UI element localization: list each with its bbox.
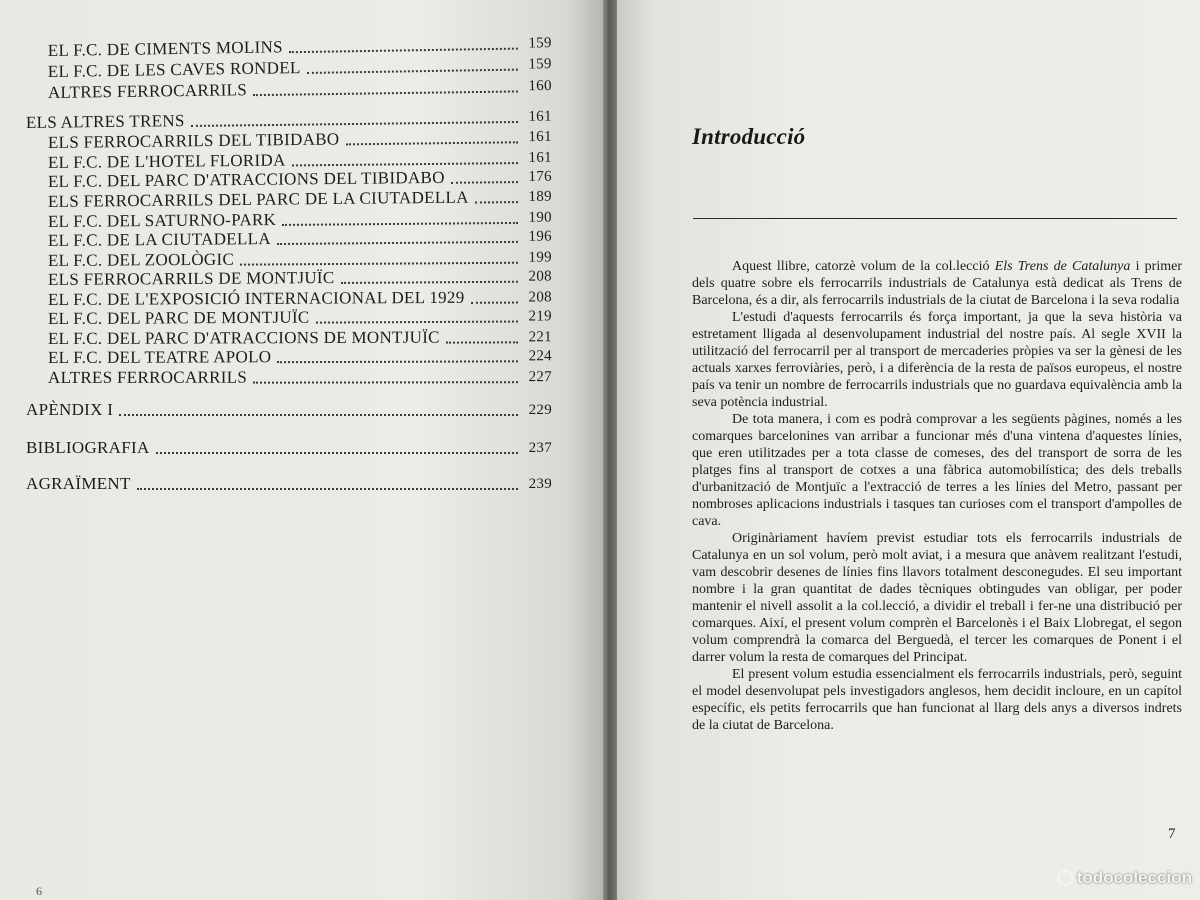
toc-entry-page: 159 bbox=[528, 35, 552, 52]
toc-leader-dots bbox=[277, 359, 518, 363]
body-paragraph bbox=[692, 666, 1182, 734]
toc-entry-page: 176 bbox=[528, 168, 552, 185]
toc-entry-title: AGRAÏMENT bbox=[26, 474, 131, 493]
toc-entry-page: 159 bbox=[528, 56, 552, 73]
toc-entry-title: EL F.C. DE LA CIUTADELLA bbox=[47, 229, 271, 250]
toc-leader-dots bbox=[282, 221, 518, 226]
toc-leader-dots bbox=[240, 261, 518, 266]
toc-entry-page: 199 bbox=[528, 249, 552, 266]
toc-entry-title: EL F.C. DEL TEATRE APOLO bbox=[47, 347, 272, 367]
toc-entry-title: EL F.C. DE CIMENTS MOLINS bbox=[47, 37, 284, 60]
toc-entry bbox=[48, 345, 552, 367]
toc-leader-dots bbox=[451, 180, 518, 184]
toc-leader-dots bbox=[156, 451, 518, 454]
toc-entry-title: ELS ALTRES TRENS bbox=[25, 111, 185, 132]
toc-entry-page: 161 bbox=[528, 149, 552, 166]
toc-entry bbox=[48, 366, 552, 387]
toc-entry-page: 221 bbox=[528, 329, 552, 346]
toc-leader-dots bbox=[475, 200, 518, 203]
toc-entry-title: EL F.C. DEL PARC D'ATRACCIONS DEL TIBIDABO bbox=[47, 167, 445, 191]
toc-entry-page: 160 bbox=[528, 77, 552, 95]
toc-leader-dots bbox=[253, 380, 518, 383]
toc-entry-title: EL F.C. DEL ZOOLÒGIC bbox=[47, 249, 235, 270]
paragraph-text: El present volum estudia essencialment els ferrocarrils industrials, però, seguint el model desenvolupat pels investigadors anglesos, hem decidit incloure, en un capítol específic, els petits ferrocarrils que han funcionat al llarg dels anys a diversos indrets de la ciutat de Barcelona. bbox=[692, 667, 1182, 733]
toc-entry-page: 196 bbox=[528, 228, 552, 245]
toc-entry-page: 190 bbox=[528, 209, 552, 226]
toc-entry-page: 229 bbox=[528, 402, 552, 418]
toc-entry bbox=[26, 473, 552, 493]
toc-leader-dots bbox=[277, 240, 518, 245]
toc-leader-dots bbox=[446, 340, 518, 343]
toc-entry-title: ELS FERROCARRILS DEL TIBIDABO bbox=[47, 129, 340, 152]
right-page-number: 7 bbox=[1168, 826, 1176, 842]
toc-leader-dots bbox=[289, 47, 518, 54]
series-title: Els Trens de Catalunya bbox=[994, 259, 1131, 274]
toc-entry-page: 161 bbox=[528, 108, 552, 125]
paragraph-text: De tota manera, i com es podrà comprovar a les següents pàgines, només a les comarques barcelonines van arribar a funcionar més d'una vintena d'aquestes línies, que eren utilitzades per a tota classe de comeses, des del transport de sorra de les platges fins al transport de cotxes a una fàbrica automobilística; des dels treballs d'urbanització de Montjuïc a l'extracció de terres a les línies del Metro, passant per nombroses aplicacions industrials i tasques tan curioses com el transport d'ampolles de cava. bbox=[692, 412, 1182, 529]
chapter-heading: Introducció bbox=[692, 124, 806, 149]
toc-entry-title: ELS FERROCARRILS DE MONTJUÏC bbox=[47, 267, 335, 289]
toc-entry-title: EL F.C. DE LES CAVES RONDEL bbox=[47, 58, 301, 81]
left-page-number: 6 bbox=[36, 884, 42, 898]
toc-entry-title: ELS FERROCARRILS DEL PARC DE LA CIUTADELLA bbox=[47, 187, 469, 211]
toc-entry-title: APÈNDIX I bbox=[26, 400, 114, 419]
toc-entry bbox=[26, 399, 552, 419]
watermark bbox=[1057, 868, 1192, 888]
paragraph-text: Aquest llibre, catorzè volum de la col.lecció bbox=[732, 259, 995, 274]
watermark-logo-icon bbox=[1057, 870, 1073, 886]
toc-entry-title: ALTRES FERROCARRILS bbox=[47, 80, 248, 102]
toc-entry bbox=[48, 265, 552, 289]
toc-entry-title: EL F.C. DEL PARC DE MONTJUÏC bbox=[47, 307, 310, 328]
introduction-text bbox=[692, 258, 1182, 734]
toc-entry-page: 208 bbox=[528, 289, 552, 306]
toc-entry-title: EL F.C. DE L'EXPOSICIÓ INTERNACIONAL DEL 1929 bbox=[47, 287, 465, 309]
toc-entry-title: EL F.C. DEL PARC D'ATRACCIONS DE MONTJUÏC bbox=[47, 327, 440, 348]
toc-leader-dots bbox=[316, 320, 518, 324]
toc-leader-dots bbox=[345, 140, 517, 145]
toc-entry bbox=[48, 305, 552, 328]
toc-entry-page: 227 bbox=[528, 369, 552, 386]
toc-entry-page: 239 bbox=[528, 476, 552, 492]
toc-entry bbox=[26, 437, 552, 457]
body-paragraph bbox=[692, 411, 1182, 530]
book-gutter bbox=[603, 0, 617, 900]
watermark-text: todocoleccion bbox=[1076, 868, 1192, 887]
paragraph-text: L'estudi d'aquests ferrocarrils és força important, ja que la seva història va estretament lligada al desenvolupament industrial del nostre país. Al segle XVII la utilització del ferrocarril per al transport de mercaderies pròpies va ser la gènesi de les actuals xarxes ferroviàries, però, i a diferència de la resta de països europeus, el nostre país va tenir un nombre de ferrocarrils industrials que no guardava equivalència amb la seva potència industrial. bbox=[692, 310, 1182, 410]
toc-leader-dots bbox=[471, 301, 518, 304]
toc-leader-dots bbox=[253, 89, 518, 96]
toc-entry-page: 161 bbox=[528, 128, 552, 146]
body-paragraph bbox=[692, 309, 1182, 411]
body-paragraph bbox=[692, 258, 1182, 309]
toc-entry-title: BIBLIOGRAFIA bbox=[26, 438, 150, 457]
heading-rule bbox=[693, 218, 1177, 219]
body-paragraph bbox=[692, 530, 1182, 666]
toc-leader-dots bbox=[119, 413, 518, 416]
toc-entry-title: EL F.C. DE L'HOTEL FLORIDA bbox=[47, 150, 286, 172]
toc-entry-page: 224 bbox=[528, 348, 552, 365]
paragraph-text: Originàriament havíem previst estudiar tots els ferrocarrils industrials de Catalunya en un sol volum, però molt aviat, i a mesura que anàvem realitzant l'estudi, vam descobrir desenes de línies fins llavors totalment desconegudes. El seu important nombre i la gran quantitat de dades tècniques obtingudes van obligar, per poder mantenir el nivell assolit a la col.lecció, a dividir el treball i fer-ne una distribució per comarques. Així, el present volum comprèn el Barcelonès i el Baix Llobregat, el segon volum comprendrà la comarca del Berguedà, el tercer les comarques de Ponent i el darrer volum la resta de comarques del Principat. bbox=[692, 531, 1182, 665]
toc-leader-dots bbox=[307, 68, 518, 74]
toc-leader-dots bbox=[137, 487, 518, 490]
toc-entry-page: 208 bbox=[528, 268, 552, 285]
toc-entry-title: ALTRES FERROCARRILS bbox=[47, 367, 248, 387]
toc-entry-page: 219 bbox=[528, 308, 552, 325]
toc-entry-page: 189 bbox=[528, 188, 552, 205]
toc-entry-page: 237 bbox=[528, 440, 552, 456]
toc-leader-dots bbox=[341, 280, 518, 284]
toc-entry-title: EL F.C. DEL SATURNO-PARK bbox=[47, 210, 277, 231]
paragraph-text: i primer dels quatre sobre els ferrocarrils industrials de Catalunya està dedicat als Trens de Barcelona, és a dir, als ferrocarrils industrials de la ciutat de Barcelona i la seva rodalia bbox=[692, 259, 1182, 308]
